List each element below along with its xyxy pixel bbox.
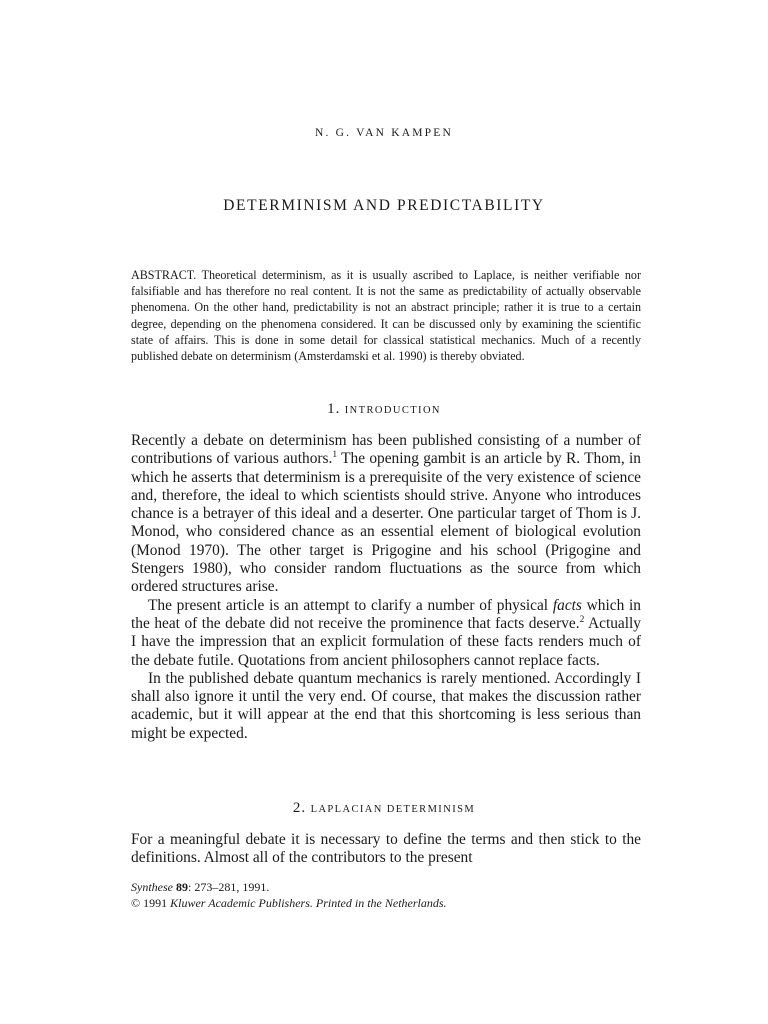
paragraph: Recently a debate on determinism has been published consisting of a number of contributions of various authors.$^1$ The opening gambit is an article by R. Thom, in which he asserts that determinism is a prerequisite of the very existence of science and, therefore, the ideal to which scientists should strive. Anyone who introduces chance is a betrayer of this ideal and a deserter. One particular target of Thom is J. Monod, who considered chance as an essential element of biological evolution (Monod 1970). The other target is Prigogine and his school (Prigogine and Stengers 1980), who consider random fluctuations as the source from which ordered structures arise. <box>131 432 641 596</box>
paragraph: In the published debate quantum mechanics is rarely mentioned. Accordingly I shall also ignore it until the very end. Of course, that makes the discussion rather academic, but it will appear at the end that this shortcoming is less serious than might be expected. <box>131 669 641 742</box>
paragraph: The present article is an attempt to clarify a number of physical facts which in the heat of the debate did not receive the prominence that facts deserve.$^2$ Actually I have the impression that an explicit formulation of these facts renders much of the debate futile. Quotations from ancient philosophers cannot replace facts. <box>131 596 642 669</box>
footnote-marker: 1 <box>332 450 338 461</box>
abstract: ABSTRACT. Theoretical determinism, as it is usually ascribed to Laplace, is neither verifiable nor falsifiable and has therefore no real content. It is not the same as predictability of actually observable phenomena. On the other hand, predictability is not an abstract principle; rather it is true to a certain degree, depending on the phenomena considered. It can be discussed only by examining the scientific state of affairs. This is done in some detail for classical statistical mechanics. Much of a recently published debate on determinism (Amsterdamski et al. 1990) is thereby obviated. <box>131 268 641 364</box>
copyright-icon: © <box>131 895 141 910</box>
paper-title: DETERMINISM AND PREDICTABILITY <box>223 197 545 214</box>
paragraph: For a meaningful debate it is necessary to define the terms and then stick to the definitions. Almost all of the contributors to the present <box>131 831 641 867</box>
emphasis: facts <box>552 596 582 614</box>
section-title: LAPLACIAN DETERMINISM <box>310 804 476 815</box>
volume: 89 <box>175 880 188 894</box>
publisher: Kluwer Academic Publishers. Printed in the Netherlands. <box>170 895 447 910</box>
laplacian-body <box>131 831 641 868</box>
author-name: N. G. VAN KAMPEN <box>315 127 453 139</box>
citation-line: Synthese 89: 273–281, 1991. <box>131 880 270 894</box>
section-number: 1. <box>327 401 341 417</box>
section-heading-laplacian <box>0 800 768 817</box>
citation-footer <box>131 880 641 912</box>
footnote-marker: 2 <box>579 614 585 625</box>
section-heading-introduction <box>0 401 768 418</box>
journal-name: Synthese <box>131 880 173 894</box>
section-title: INTRODUCTION <box>344 405 441 416</box>
introduction-body <box>131 432 641 743</box>
section-number: 2. <box>292 800 307 816</box>
copyright-line: © 1991 Kluwer Academic Publishers. Printed in the Netherlands. <box>131 895 447 910</box>
